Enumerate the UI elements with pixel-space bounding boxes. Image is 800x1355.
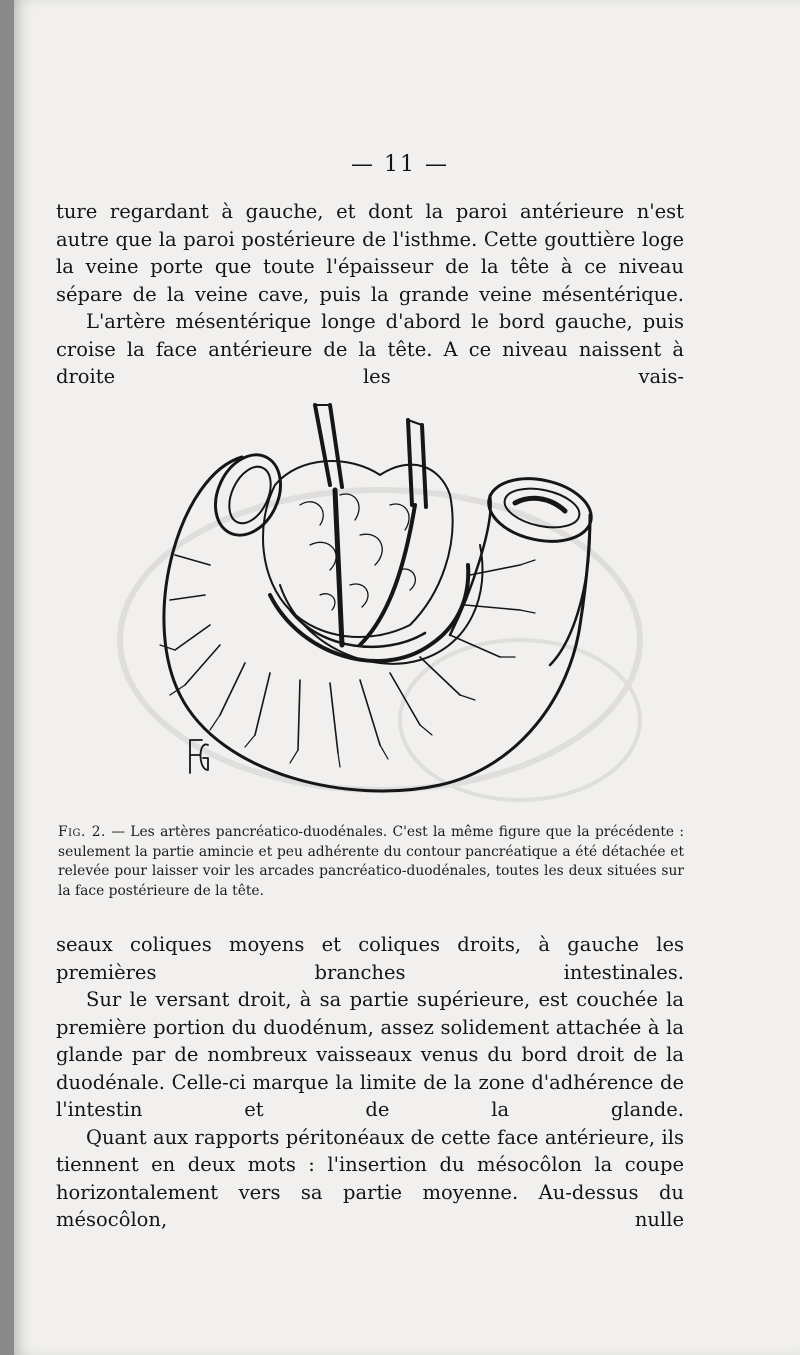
anatomical-figure — [150, 395, 600, 815]
pylorus-cut-end — [203, 444, 293, 545]
body-text-bottom — [56, 931, 684, 1234]
paragraph: Sur le versant droit, à sa partie supérieure, est couchée la première portion du duodénum, assez solidement attachée à la glande par de nombreux vaisseaux venus du bord droit de la duodénale. Celle-ci marque la limite de la zone d'adhérence de l'intestin et de la glande. — [56, 988, 684, 1121]
artist-monogram — [190, 740, 208, 773]
paragraph: L'artère mésentérique longe d'abord le bord gauche, puis croise la face antérieure de la tête. A ce niveau naissent à droite les vais- — [56, 310, 684, 388]
page-number: — 11 — — [351, 152, 449, 177]
paragraph: ture regardant à gauche, et dont la paroi antérieure n'est autre que la paroi postérieure de l'isthme. Cette gouttière loge la veine porte que toute l'épaisseur de la tête à ce niveau sépare de la veine cave, puis la grande veine mésentérique. — [56, 200, 684, 306]
paragraph: seaux coliques moyens et coliques droits, à gauche les premières branches intestinales. — [56, 933, 684, 984]
duodenum-cut-end — [483, 470, 597, 550]
figure-label: Fig. 2. — [58, 824, 106, 840]
caption-text: — Les artères pancréatico-duodénales. C'est la même figure que la précédente : seulement la partie amincie et peu adhérente du contour pancréatique a été détachée et relevée pour laisser voir les arcades pancréatico-duodénales, toutes les deux situées sur la face postérieure de la tête. — [58, 824, 685, 899]
body-text-top — [56, 198, 684, 391]
paragraph: Quant aux rapports péritonéaux de cette face antérieure, ils tiennent en deux mots : l'insertion du mésocôlon la coupe horizontalement vers sa partie moyenne. Au-dessus du mésocôlon, nulle — [56, 1125, 684, 1231]
figure-caption — [58, 823, 684, 901]
